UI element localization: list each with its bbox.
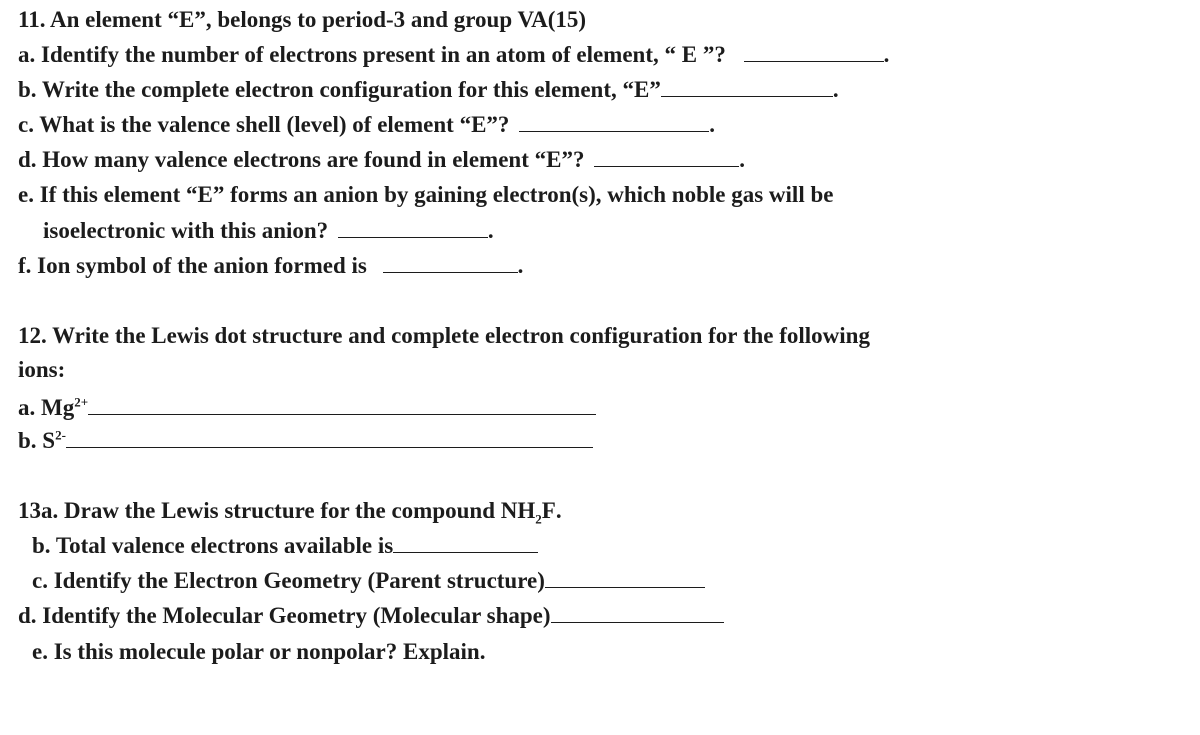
q13-stem-subscript: 2 bbox=[535, 511, 542, 527]
q13d-answer-blank[interactable] bbox=[551, 602, 724, 623]
q13b-text: b. Total valence electrons available is bbox=[32, 533, 394, 558]
q11c-line bbox=[18, 110, 715, 140]
q11e-period: . bbox=[487, 218, 494, 243]
q11f-text: f. Ion symbol of the anion formed is bbox=[18, 253, 367, 278]
q13e-line: e. Is this molecule polar or nonpolar? Explain. bbox=[32, 639, 486, 664]
q11e-line1: e. If this element “E” forms an anion by gaining electron(s), which noble gas will be bbox=[18, 182, 834, 207]
q11-stem: 11. An element “E”, belongs to period-3 and group VA(15) bbox=[18, 7, 587, 32]
q11b-line bbox=[18, 75, 839, 105]
q11d-line bbox=[18, 145, 745, 175]
q13-stem-period: . bbox=[555, 498, 562, 523]
q13d-text: d. Identify the Molecular Geometry (Molecular shape) bbox=[18, 603, 551, 628]
q13-stem bbox=[18, 496, 562, 526]
q11c-period: . bbox=[709, 112, 715, 137]
q13c-text: c. Identify the Electron Geometry (Parent structure) bbox=[32, 568, 545, 593]
q13-stem-suffix: F bbox=[541, 498, 556, 523]
q11c-text: c. What is the valence shell (level) of element “E”? bbox=[18, 112, 510, 137]
q11a-text: a. Identify the number of electrons present in an atom of element, “ E ”? bbox=[18, 42, 726, 67]
q12b-charge: 2- bbox=[55, 427, 66, 443]
q11a-answer-blank[interactable] bbox=[744, 41, 884, 62]
q12-stem-line1: 12. Write the Lewis dot structure and complete electron configuration for the following bbox=[18, 323, 870, 348]
q13d-line bbox=[18, 601, 724, 631]
q12a-answer-blank[interactable] bbox=[88, 394, 596, 415]
q11d-period: . bbox=[739, 147, 745, 172]
q11a-line bbox=[18, 40, 889, 70]
q11b-period: . bbox=[832, 77, 839, 102]
q11a-period: . bbox=[883, 42, 890, 67]
q11f-period: . bbox=[517, 253, 524, 278]
q12b-label: b. S bbox=[18, 428, 56, 453]
q11b-text: b. Write the complete electron configuration for this element, “E” bbox=[18, 77, 661, 102]
q13c-answer-blank[interactable] bbox=[545, 567, 705, 588]
q11b-answer-blank[interactable] bbox=[661, 76, 833, 97]
q11d-text: d. How many valence electrons are found in element “E”? bbox=[18, 147, 585, 172]
q11c-answer-blank[interactable] bbox=[519, 111, 709, 132]
q12a-charge: 2+ bbox=[74, 394, 89, 410]
q11e-text: isoelectronic with this anion? bbox=[43, 218, 329, 243]
q13c-line bbox=[32, 566, 705, 596]
q11d-answer-blank[interactable] bbox=[594, 146, 739, 167]
q12a-label: a. Mg bbox=[18, 395, 75, 420]
q12-stem-line2: ions: bbox=[18, 357, 66, 382]
q13b-line bbox=[32, 531, 538, 561]
q12b-line bbox=[18, 426, 593, 456]
q13-stem-prefix: 13a. Draw the Lewis structure for the compound NH bbox=[18, 498, 536, 523]
q11e-line2 bbox=[43, 216, 494, 246]
q11f-answer-blank[interactable] bbox=[383, 252, 518, 273]
q13b-answer-blank[interactable] bbox=[393, 532, 538, 553]
q11f-line bbox=[18, 251, 523, 281]
q12b-answer-blank[interactable] bbox=[66, 427, 593, 448]
q11e-answer-blank[interactable] bbox=[338, 217, 488, 238]
q12a-line bbox=[18, 393, 596, 423]
